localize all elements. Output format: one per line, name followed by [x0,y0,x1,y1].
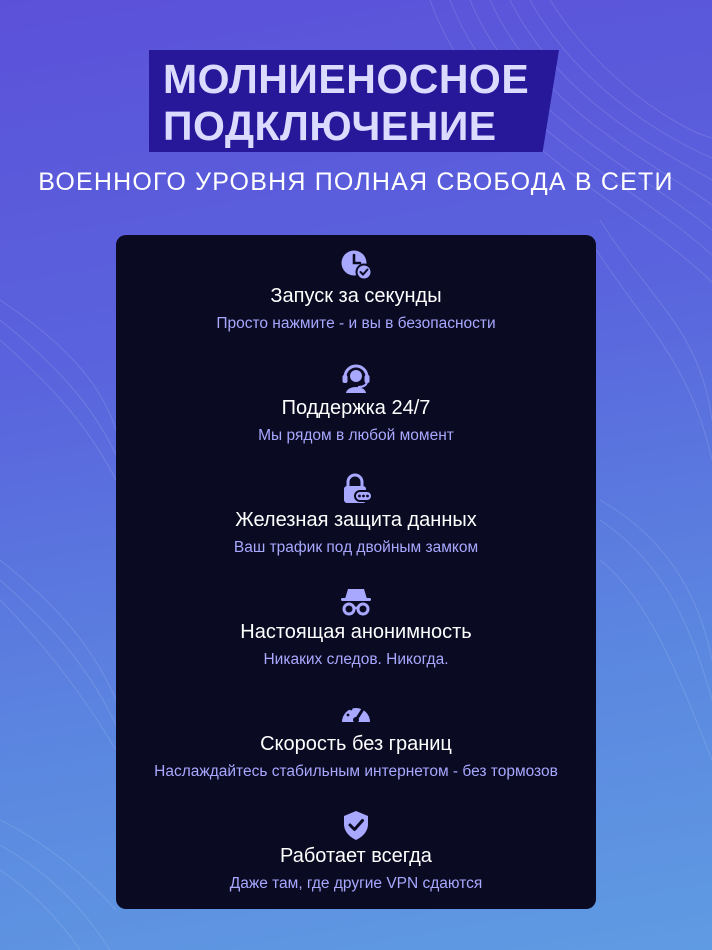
feature-title: Поддержка 24/7 [281,397,431,419]
headset-support-icon [339,360,373,394]
shield-check-icon [339,808,373,842]
features-card [116,235,596,909]
incognito-icon [339,584,373,618]
feature-desc: Наслаждайтесь стабильным интернетом - без тормозов [154,763,558,780]
feature-item-quick-start [116,248,596,334]
feature-title: Железная защита данных [235,509,477,531]
feature-item-data-protection [116,472,596,558]
feature-title: Запуск за секунды [270,285,442,307]
lock-password-icon [339,472,373,506]
feature-title: Скорость без границ [260,733,452,755]
feature-item-support [116,360,596,446]
feature-desc: Ваш трафик под двойным замком [233,539,479,556]
feature-item-always-works [116,808,596,894]
feature-desc: Даже там, где другие VPN сдаются [229,875,483,892]
feature-desc: Просто нажмите - и вы в безопасности [216,315,496,332]
feature-item-anonymity [116,584,596,670]
speedometer-icon [339,696,373,730]
subtitle: ВОЕННОГО УРОВНЯ ПОЛНАЯ СВОБОДА В СЕТИ [38,168,674,196]
headline-title: МОЛНИЕНОСНОЕ ПОДКЛЮЧЕНИЕ [163,56,530,149]
feature-title: Работает всегда [280,845,432,867]
feature-title: Настоящая анонимность [240,621,472,643]
feature-item-speed [116,696,596,782]
clock-check-icon [339,248,373,282]
feature-desc: Мы рядом в любой момент [258,427,454,444]
feature-desc: Никаких следов. Никогда. [263,651,449,668]
